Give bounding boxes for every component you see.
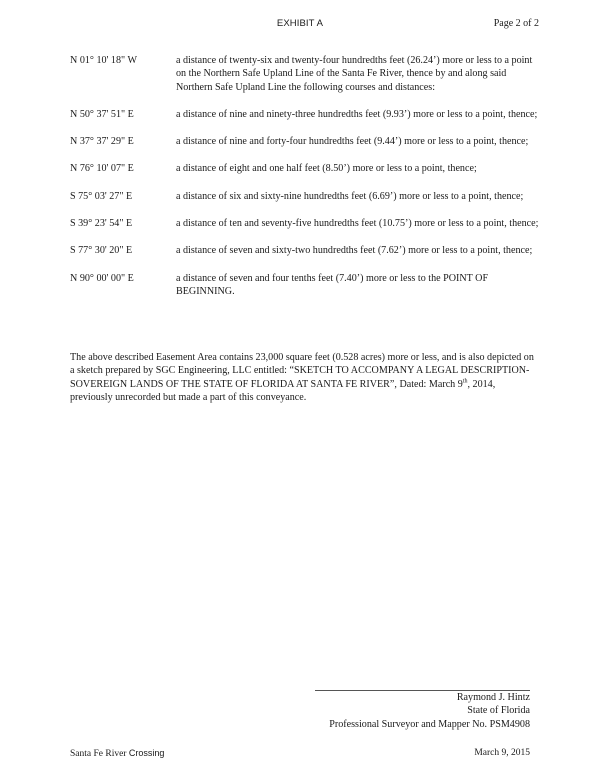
- course-row: [70, 135, 540, 148]
- footer-project: [70, 748, 164, 759]
- course-description: a distance of seven and four tenths feet (7.40’) more or less to the POINT OF BEGINNING.: [176, 272, 489, 297]
- course-description: a distance of eight and one half feet (8.50’) more or less to a point, thence;: [176, 163, 477, 175]
- bearing: N 37° 37' 29" E: [70, 136, 134, 148]
- course-description: a distance of six and sixty-nine hundredths feet (6.69’) more or less to a point, thence;: [176, 190, 524, 202]
- course-row: [70, 190, 540, 203]
- summary-text-end: , 2014, previously unrecorded but made a part of this conveyance.: [70, 378, 496, 403]
- course-row: [70, 217, 540, 230]
- course-row: [70, 272, 540, 299]
- course-description: a distance of seven and sixty-two hundredths feet (7.62’) more or less to a point, thence;: [176, 245, 533, 257]
- course-description: a distance of nine and ninety-three hundredths feet (9.93’) more or less to a point, thence;: [176, 108, 538, 120]
- course-description: a distance of nine and forty-four hundredths feet (9.44’) more or less to a point, thence;: [176, 136, 529, 148]
- course-row: [70, 244, 540, 257]
- surveyor-state: State of Florida: [467, 705, 530, 717]
- course-row: [70, 108, 540, 121]
- course-row: [70, 54, 540, 94]
- bearing: S 39° 23' 54" E: [70, 218, 133, 230]
- signature-block: [329, 691, 530, 731]
- page-number: Page 2 of 2: [493, 18, 539, 29]
- bearing: S 77° 30' 20" E: [70, 245, 133, 257]
- course-description: a distance of ten and seventy-five hundredths feet (10.75’) more or less to a point, thence;: [176, 218, 539, 230]
- footer-date: March 9, 2015: [474, 748, 530, 758]
- course-description: a distance of twenty-six and twenty-four hundredths feet (26.24’) more or less to a point on the Northern Safe Upland Line of the Santa Fe River, thence by and along said Northern Safe Upland Line the following courses and distances:: [176, 55, 533, 93]
- summary-text: The above described Easement Area contains 23,000 square feet (0.528 acres) more or less, and is also depicted on a sketch prepared by SGC Engineering, LLC entitled: “SKETCH TO ACCOMPANY A LEGAL DESCRIPTION- SOVEREIGN LANDS OF THE STATE OF FLORIDA AT SANTA FE RIVER”, Dated: March 9: [70, 352, 534, 390]
- bearing: N 01° 10' 18" W: [70, 55, 137, 66]
- footer-project-prefix: Santa Fe River: [70, 749, 129, 759]
- surveyor-name: Raymond J. Hintz: [456, 692, 530, 703]
- bearing: N 76° 10' 07" E: [70, 163, 134, 175]
- easement-summary: [70, 351, 540, 404]
- bearing: N 90° 00' 00" E: [70, 272, 134, 284]
- courses-list: [70, 54, 540, 312]
- course-row: [70, 162, 540, 175]
- footer-project-suffix: Crossing: [128, 748, 165, 758]
- bearing: S 75° 03' 27" E: [70, 190, 133, 202]
- ordinal-suffix: th: [462, 378, 468, 385]
- bearing: N 50° 37' 51" E: [70, 108, 134, 120]
- exhibit-title: EXHIBIT A: [276, 18, 324, 29]
- surveyor-license: Professional Surveyor and Mapper No. PSM4908: [329, 718, 530, 730]
